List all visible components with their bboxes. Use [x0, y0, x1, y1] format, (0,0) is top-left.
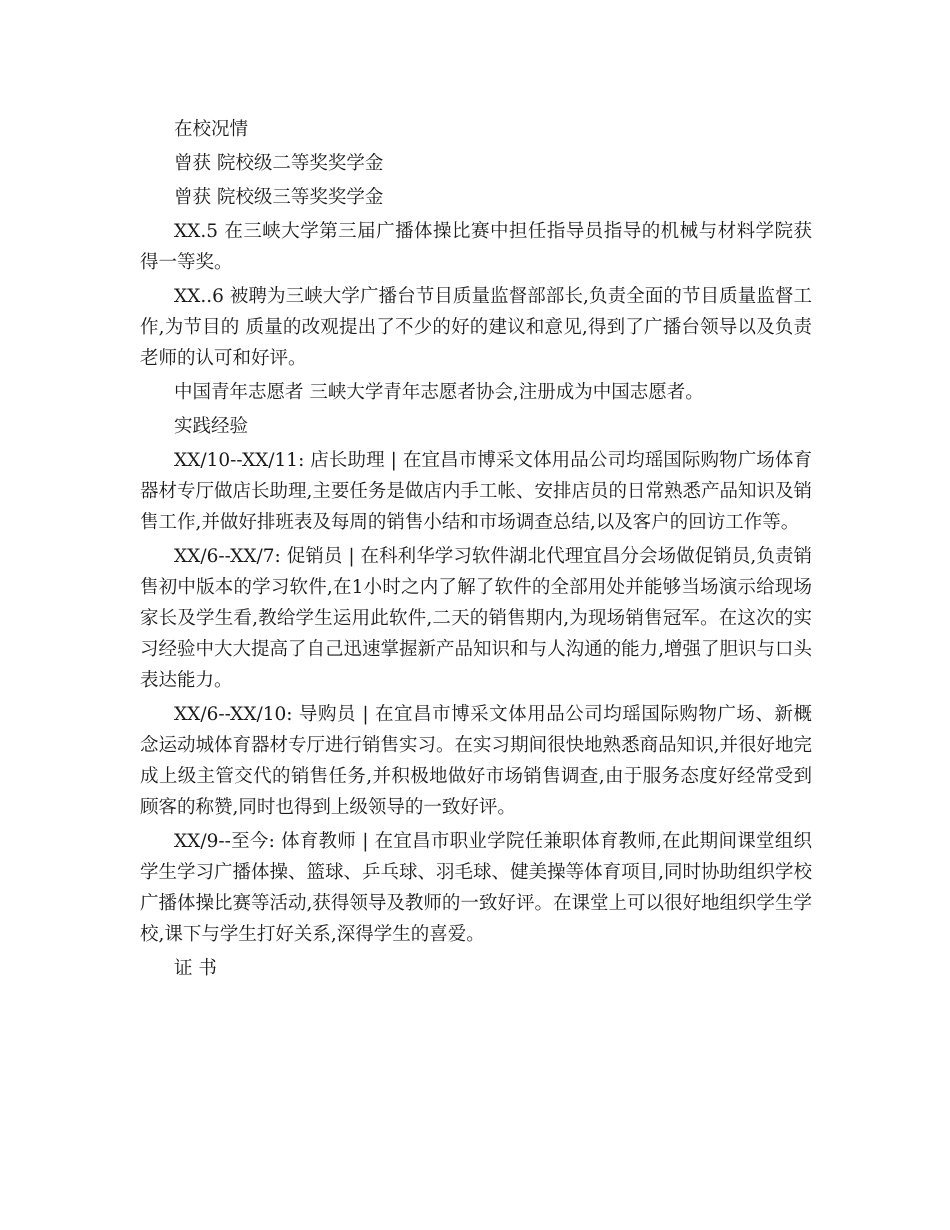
award-item: 曾获 院校级二等奖奖学金 — [174, 153, 384, 174]
document-body — [140, 114, 812, 987]
achievement-paragraph: XX.5 在三峡大学第三届广播体操比赛中担任指导员指导的机械与材料学院获得一等奖。 — [140, 221, 812, 273]
heading-school-status: 在校况情 — [174, 119, 249, 140]
achievement-paragraph: XX..6 被聘为三峡大学广播台节目质量监督部部长,负责全面的节目质量监督工作,为节目的 质量的改观提出了不少的好的建议和意见,得到了广播台领导以及负责老师的认可和好评。 — [140, 286, 812, 369]
heading-practice-experience: 实践经验 — [174, 416, 249, 437]
heading-certificates: 证 书 — [174, 958, 217, 979]
experience-paragraph: XX/6--XX/10: 导购员 | 在宜昌市博采文体用品公司均瑶国际购物广场、新概念运动城体育器材专厅进行销售实习。在实习期间很快地熟悉商品知识,并很好地完成上级主管交代的销售任务,并积极地做好市场销售调查,由于服务态度好经常受到顾客的称赞,同时也得到上级领导的一致好评。 — [140, 704, 812, 818]
award-item: 曾获 院校级三等奖奖学金 — [174, 187, 384, 208]
experience-paragraph: XX/6--XX/7: 促销员 | 在科利华学习软件湖北代理宜昌分会场做促销员,负责销售初中版本的学习软件,在1小时之内了解了软件的全部用处并能够当场演示给现场家长及学生看,教给学生运用此软件,二天的销售期内,为现场销售冠军。在这次的实习经验中大大提高了自己迅速掌握新产品知识和与人沟通的能力,增强了胆识与口头表达能力。 — [140, 546, 812, 691]
volunteer-paragraph: 中国青年志愿者 三峡大学青年志愿者协会,注册成为中国志愿者。 — [174, 382, 704, 403]
experience-paragraph: XX/10--XX/11: 店长助理 | 在宜昌市博采文体用品公司均瑶国际购物广场体育器材专厅做店长助理,主要任务是做店内手工帐、安排店员的日常熟悉产品知识及销售工作,并做好排班表及每周的销售小结和市场调查总结,以及客户的回访工作等。 — [140, 450, 812, 533]
experience-paragraph: XX/9--至今: 体育教师 | 在宜昌市职业学院任兼职体育教师,在此期间课堂组织学生学习广播体操、篮球、乒乓球、羽毛球、健美操等体育项目,同时协助组织学校广播体操比赛等活动,获得领导及教师的一致好评。在课堂上可以很好地组织学生学校,课下与学生打好关系,深得学生的喜爱。 — [140, 831, 812, 945]
